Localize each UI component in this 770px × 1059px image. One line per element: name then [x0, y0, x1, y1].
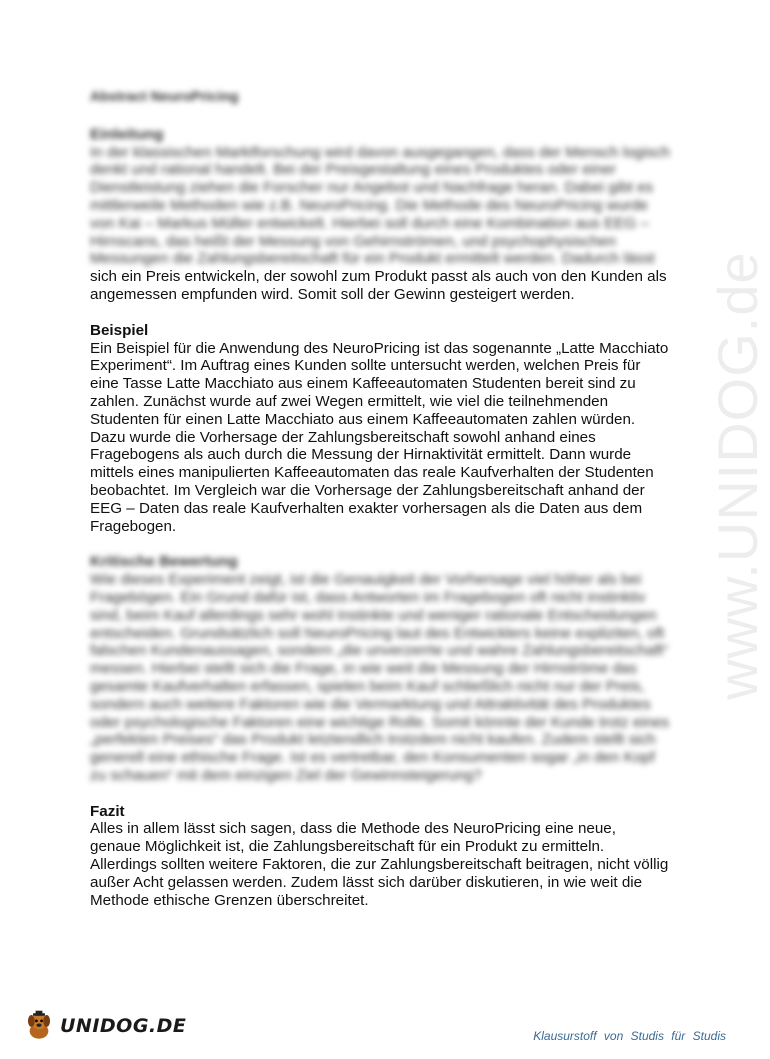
- paragraph-text: sich ein Preis entwickeln, der sowohl zum Produkt passt als auch von den Kunden als angemessen empfunden wird. Somit soll der Gewinn gesteigert werden.: [90, 268, 667, 303]
- paragraph-text: Alles in allem lässt sich sagen, dass die Methode des NeuroPricing eine neue, genaue Möglichkeit ist, die Zahlungsbereitschaft für ein Produkt zu ermitteln. Allerdings sollten weitere Faktoren, die zur Zahlungsbereitschaft beitragen, nicht völlig außer Acht gelassen werden. Zudem lässt sich darüber diskutieren, in wie weit die Methode ethische Grenzen überschreitet.: [90, 820, 669, 909]
- section-kritik: [90, 553, 670, 784]
- section-einleitung: [90, 126, 670, 304]
- blurred-paragraph: In der klassischen Marktforschung wird davon ausgegangen, dass der Mensch logisch denkt und rational handelt. Bei der Preisgestaltung eines Produktes oder einer Dienstleistung ziehen die Forscher nur Angebot und Nachfrage heran. Dabei gibt es mittlerweile Methoden wie z.B. NeuroPricing. Die Methode des NeuroPricing wurde von Kai – Markus Müller entwickelt. Hierbei soll durch eine Kombination aus EEG – Hirnscans, das heißt der Messung von Gehirnströmen, und psychophysischen Messungen die Zahlungsbereitschaft für ein Produkt ermittelt werden. Dadurch lässt: [90, 143, 670, 268]
- document-content: [90, 88, 670, 927]
- section-heading: Beispiel: [90, 321, 149, 339]
- paragraph-text: Ein Beispiel für die Anwendung des NeuroPricing ist das sogenannte „Latte Macchiato Experiment“. Im Auftrag eines Kunden sollte untersucht werden, welchen Preis für eine Tasse Latte Macchiato aus einem Kaffeeautomaten Studenten bereit sind zu zahlen. Zunächst wurde auf zwei Wegen ermittelt, wie viel die teilnehmenden Studenten für einen Latte Macchiato aus einem Kaffeeautomaten zahlen würden. Dazu wurde die Vorhersage der Zahlungsbereitschaft sowohl anhand eines Fragebogens als auch durch die Messung der Hirnaktivität ermittelt. Dann wurde mittels eines manipulierten Kaffeeautomaten das reale Kaufverhalten der Studenten beobachtet. Im Vergleich war die Vorhersage der Zahlungsbereitschaft anhand der EEG – Daten das reale Kaufverhalten exakter vorhersagen als die Daten aus dem Fragebogen.: [90, 339, 669, 535]
- dog-mascot-icon: [22, 1009, 56, 1043]
- footer-tagline: Klausurstoff von Studis für Studis: [533, 1029, 726, 1043]
- section-heading: Einleitung: [90, 125, 164, 143]
- blurred-paragraph: Wie dieses Experiment zeigt, ist die Genauigkeit der Vorhersage viel höher als bei Fragebögen. Ein Grund dafür ist, dass Antworten im Fragebogen oft nicht instinktiv sind, beim Kauf allerdings sehr wohl Instinkte und weniger rationale Entscheidungen entscheiden. Grundsätzlich soll NeuroPricing laut des Entwicklers keine expliziten, oft falschen Kundenaussagen, sondern „die unverzerrte und wahre Zahlungsbereitschaft“ messen. Hierbei stellt sich die Frage, in wie weit die Messung der Hirnströme das gesamte Kaufverhalten erfassen, spielen beim Kauf schließlich nicht nur der Preis, sondern auch weitere Faktoren wie die Vermarktung und Attraktivität des Produktes oder psychologische Faktoren eine wichtige Rolle. Somit könnte der Kunde trotz eines „perfekten Preises“ das Produkt letztendlich trotzdem nicht kaufen. Zudem stellt sich generell eine ethische Frage. Ist es vertretbar, den Konsumenten sogar „in den Kopf zu schauen“ mit dem einzigen Ziel der Gewinnsteigerung?: [90, 571, 670, 784]
- section-heading: Kritische Bewertung: [90, 553, 238, 571]
- page-footer: [0, 999, 750, 1059]
- section-heading: Fazit: [90, 802, 125, 820]
- section-fazit: [90, 803, 670, 910]
- section-beispiel: [90, 322, 670, 536]
- logo-text: UNIDOG.DE: [60, 1015, 187, 1037]
- unidog-logo[interactable]: [22, 1009, 186, 1043]
- watermark: www.UNIDOG.de: [706, 251, 769, 700]
- document-title: Abstract NeuroPricing: [90, 88, 239, 104]
